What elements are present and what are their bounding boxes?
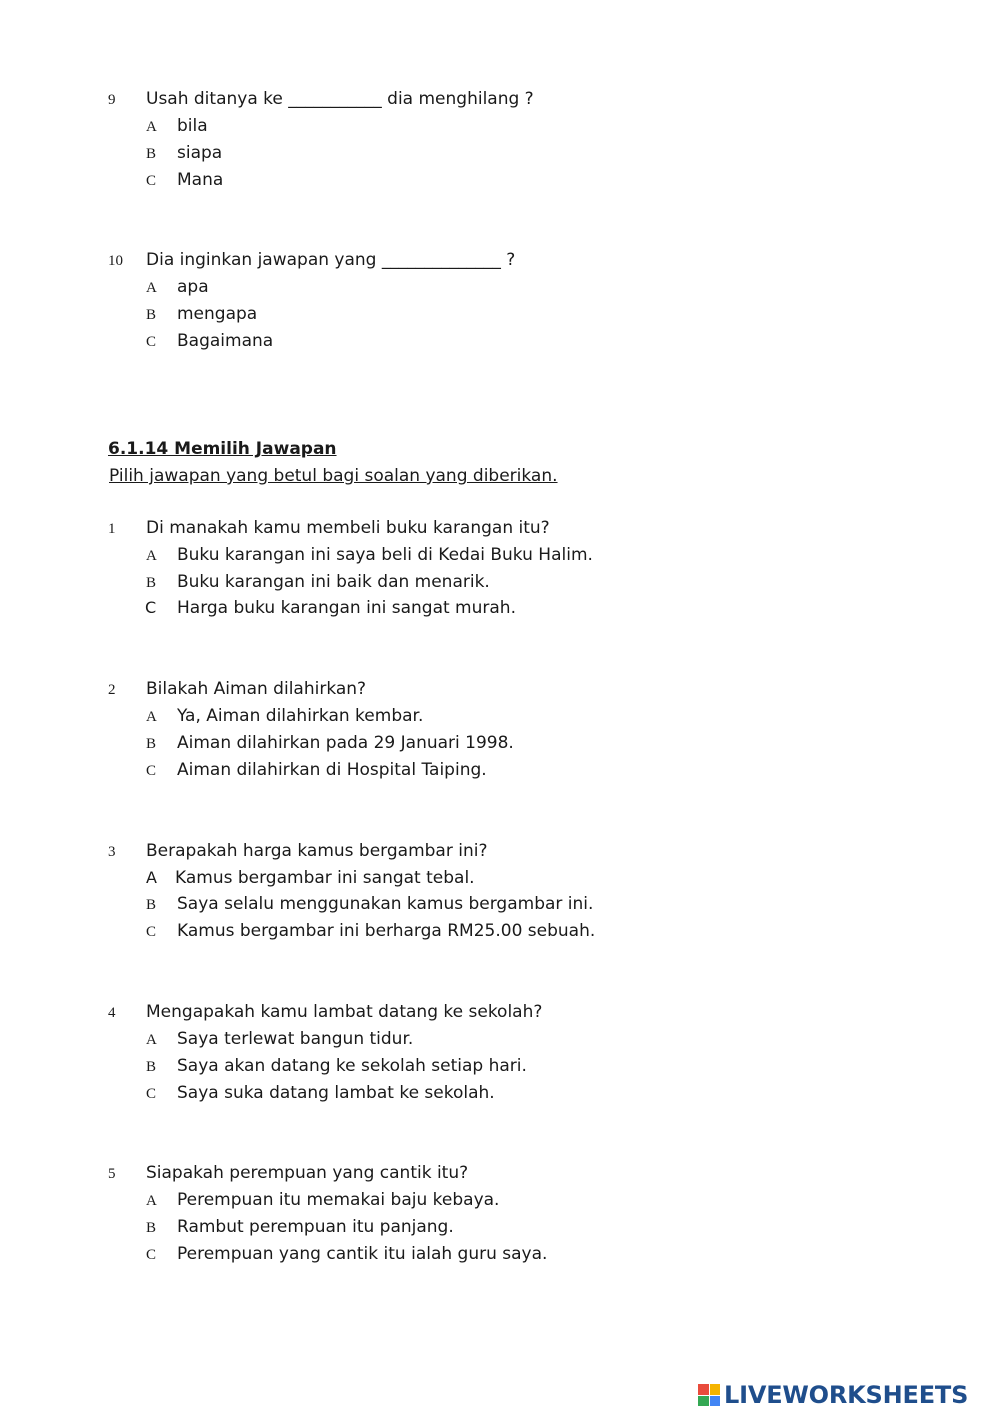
option-b[interactable]: Saya akan datang ke sekolah setiap hari. [177,1056,527,1076]
option-a[interactable]: Kamus bergambar ini sangat tebal. [175,868,475,888]
option-letter: B [146,1220,157,1236]
question-text: Dia inginkan jawapan yang ______________ ? [146,250,516,270]
option-c[interactable]: Kamus bergambar ini berharga RM25.00 sebuah. [177,921,596,941]
question-number: 5 [108,1166,116,1182]
section-instruction: Pilih jawapan yang betul bagi soalan yang diberikan. [109,466,558,486]
option-letter: C [146,173,157,189]
option-a[interactable]: bila [177,116,208,136]
option-letter: C [146,1247,157,1263]
option-a[interactable]: Ya, Aiman dilahirkan kembar. [177,706,424,726]
option-letter: A [146,119,157,135]
liveworksheets-logo[interactable] [698,1381,968,1409]
option-b[interactable]: Rambut perempuan itu panjang. [177,1217,454,1237]
option-c[interactable]: Mana [177,170,224,190]
question-number: 9 [108,92,116,108]
question-number: 1 [108,521,116,537]
option-b[interactable]: mengapa [177,304,258,324]
question-text: Usah ditanya ke ___________ dia menghilang ? [146,89,534,109]
option-letter: A [146,868,157,887]
option-b[interactable]: siapa [177,143,223,163]
option-letter: B [146,1059,157,1075]
option-letter: C [145,598,157,617]
option-c[interactable]: Saya suka datang lambat ke sekolah. [177,1083,495,1103]
option-c[interactable]: Harga buku karangan ini sangat murah. [177,598,516,618]
question-number: 2 [108,682,116,698]
option-c[interactable]: Aiman dilahirkan di Hospital Taiping. [177,760,487,780]
option-a[interactable]: Buku karangan ini saya beli di Kedai Buku Halim. [177,545,593,565]
option-letter: B [146,897,157,913]
option-a[interactable]: Saya terlewat bangun tidur. [177,1029,414,1049]
option-letter: C [146,1086,157,1102]
option-c[interactable]: Perempuan yang cantik itu ialah guru saya. [177,1244,548,1264]
question-text: Siapakah perempuan yang cantik itu? [146,1163,469,1183]
logo-mark-icon [698,1384,720,1406]
question-text: Bilakah Aiman dilahirkan? [146,679,367,699]
option-b[interactable]: Buku karangan ini baik dan menarik. [177,572,490,592]
option-c[interactable]: Bagaimana [177,331,274,351]
option-a[interactable]: Perempuan itu memakai baju kebaya. [177,1190,500,1210]
question-text: Berapakah harga kamus bergambar ini? [146,841,488,861]
option-letter: C [146,334,157,350]
option-letter: A [146,280,157,296]
option-a[interactable]: apa [177,277,209,297]
option-letter: B [146,575,157,591]
option-letter: B [146,736,157,752]
section-heading: 6.1.14 Memilih Jawapan [108,439,337,459]
option-letter: A [146,1193,157,1209]
logo-text: LIVEWORKSHEETS [724,1381,969,1409]
option-b[interactable]: Aiman dilahirkan pada 29 Januari 1998. [177,733,514,753]
option-letter: C [146,763,157,779]
question-number: 3 [108,844,116,860]
option-letter: B [146,307,157,323]
question-number: 10 [108,253,123,269]
option-letter: B [146,146,157,162]
question-text: Mengapakah kamu lambat datang ke sekolah? [146,1002,543,1022]
option-letter: C [146,924,157,940]
option-letter: A [146,548,157,564]
option-letter: A [146,1032,157,1048]
question-text: Di manakah kamu membeli buku karangan itu? [146,518,550,538]
option-letter: A [146,709,157,725]
option-b[interactable]: Saya selalu menggunakan kamus bergambar ini. [177,894,594,914]
question-number: 4 [108,1005,116,1021]
